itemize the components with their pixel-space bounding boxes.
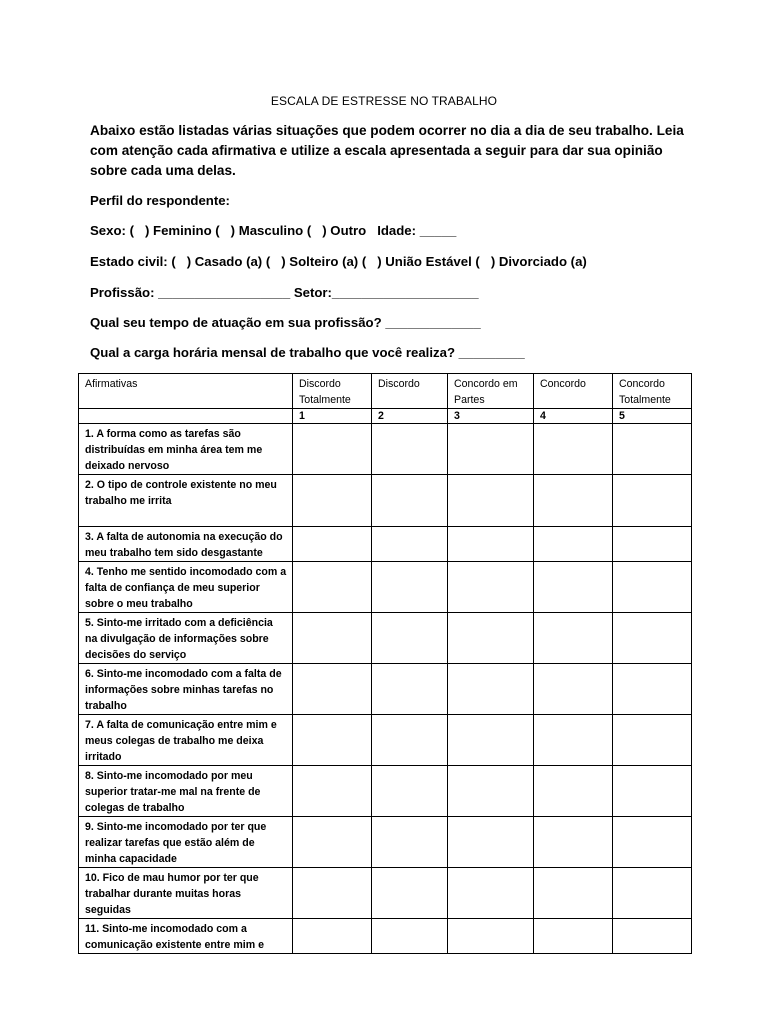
answer-cell-5[interactable] [613, 766, 692, 817]
answer-cell-2[interactable] [372, 715, 448, 766]
header-option-4: Concordo [534, 374, 613, 409]
header-option-5: Concordo Totalmente [613, 374, 692, 409]
intro-paragraph: Abaixo estão listadas várias situações que podem ocorrer no dia a dia de seu trabalho. Leia com atenção cada afirmativa e utilize a escala apresentada a seguir para dar sua opinião sobre cada uma delas. [90, 123, 684, 178]
statement-text: 10. Fico de mau humor por ter que trabalhar durante muitas horas seguidas [79, 868, 293, 919]
sex-age-field: Sexo: ( ) Feminino ( ) Masculino ( ) Outro Idade: _____ [90, 223, 457, 238]
answer-cell-5[interactable] [613, 475, 692, 527]
answer-cell-2[interactable] [372, 562, 448, 613]
answer-cell-1[interactable] [293, 817, 372, 868]
answer-cell-5[interactable] [613, 527, 692, 562]
statement-text: 3. A falta de autonomia na execução do meu trabalho tem sido desgastante [79, 527, 293, 562]
table-row [79, 715, 692, 766]
table-number-row [79, 409, 692, 424]
answer-cell-1[interactable] [293, 664, 372, 715]
statement-text: 6. Sinto-me incomodado com a falta de informações sobre minhas tarefas no trabalho [79, 664, 293, 715]
table-row [79, 817, 692, 868]
answer-cell-3[interactable] [448, 715, 534, 766]
answer-cell-5[interactable] [613, 424, 692, 475]
answer-cell-3[interactable] [448, 766, 534, 817]
table-row [79, 919, 692, 954]
answer-cell-3[interactable] [448, 919, 534, 954]
table-row [79, 424, 692, 475]
answer-cell-4[interactable] [534, 766, 613, 817]
table-row [79, 562, 692, 613]
answer-cell-4[interactable] [534, 817, 613, 868]
statement-rows [79, 424, 692, 954]
answer-cell-3[interactable] [448, 613, 534, 664]
answer-cell-5[interactable] [613, 562, 692, 613]
answer-cell-1[interactable] [293, 527, 372, 562]
answer-cell-3[interactable] [448, 424, 534, 475]
answer-cell-1[interactable] [293, 475, 372, 527]
scale-number-2: 2 [372, 409, 448, 424]
table-row [79, 613, 692, 664]
answer-cell-5[interactable] [613, 919, 692, 954]
answer-cell-4[interactable] [534, 562, 613, 613]
scale-number-5: 5 [613, 409, 692, 424]
statement-text: 9. Sinto-me incomodado por ter que realizar tarefas que estão além de minha capacidade [79, 817, 293, 868]
civil-status-field: Estado civil: ( ) Casado (a) ( ) Solteiro (a) ( ) União Estável ( ) Divorciado (a) [90, 254, 587, 269]
hours-field: Qual a carga horária mensal de trabalho que você realiza? _________ [90, 345, 525, 360]
answer-cell-1[interactable] [293, 715, 372, 766]
header-option-2: Discordo [372, 374, 448, 409]
answer-cell-5[interactable] [613, 817, 692, 868]
answer-cell-4[interactable] [534, 475, 613, 527]
answer-cell-2[interactable] [372, 475, 448, 527]
answer-cell-3[interactable] [448, 817, 534, 868]
header-statements: Afirmativas [79, 374, 293, 409]
answer-cell-4[interactable] [534, 868, 613, 919]
table-row [79, 868, 692, 919]
answer-cell-4[interactable] [534, 527, 613, 562]
tenure-field: Qual seu tempo de atuação em sua profissão? _____________ [90, 315, 481, 330]
table-header-row [79, 374, 692, 409]
header-option-1: Discordo Totalmente [293, 374, 372, 409]
statement-text: 4. Tenho me sentido incomodado com a falta de confiança de meu superior sobre o meu trabalho [79, 562, 293, 613]
answer-cell-2[interactable] [372, 868, 448, 919]
answer-cell-2[interactable] [372, 613, 448, 664]
answer-cell-3[interactable] [448, 868, 534, 919]
answer-cell-1[interactable] [293, 919, 372, 954]
table-row [79, 527, 692, 562]
answer-cell-4[interactable] [534, 715, 613, 766]
answer-cell-4[interactable] [534, 919, 613, 954]
answer-cell-1[interactable] [293, 613, 372, 664]
table-row [79, 475, 692, 527]
answer-cell-3[interactable] [448, 562, 534, 613]
answer-cell-1[interactable] [293, 766, 372, 817]
header-option-3: Concordo em Partes [448, 374, 534, 409]
answer-cell-2[interactable] [372, 527, 448, 562]
number-blank-cell [79, 409, 293, 424]
answer-cell-1[interactable] [293, 562, 372, 613]
scale-number-3: 3 [448, 409, 534, 424]
document-title: ESCALA DE ESTRESSE NO TRABALHO [270, 94, 498, 108]
answer-cell-1[interactable] [293, 868, 372, 919]
answer-cell-2[interactable] [372, 766, 448, 817]
answer-cell-4[interactable] [534, 664, 613, 715]
scale-number-1: 1 [293, 409, 372, 424]
answer-cell-2[interactable] [372, 817, 448, 868]
answer-cell-1[interactable] [293, 424, 372, 475]
answer-cell-5[interactable] [613, 715, 692, 766]
answer-cell-4[interactable] [534, 424, 613, 475]
answer-cell-2[interactable] [372, 919, 448, 954]
profession-sector-field: Profissão: __________________ Setor:____________________ [90, 285, 479, 300]
answer-cell-2[interactable] [372, 664, 448, 715]
answer-cell-4[interactable] [534, 613, 613, 664]
table-row [79, 664, 692, 715]
answer-cell-5[interactable] [613, 613, 692, 664]
answer-cell-5[interactable] [613, 868, 692, 919]
statement-text: 2. O tipo de controle existente no meu trabalho me irrita [79, 475, 293, 527]
statement-text: 1. A forma como as tarefas são distribuídas em minha área tem me deixado nervoso [79, 424, 293, 475]
statement-text: 5. Sinto-me irritado com a deficiência na divulgação de informações sobre decisões do serviço [79, 613, 293, 664]
table-row [79, 766, 692, 817]
answer-cell-3[interactable] [448, 664, 534, 715]
answer-cell-3[interactable] [448, 475, 534, 527]
statement-text: 7. A falta de comunicação entre mim e meus colegas de trabalho me deixa irritado [79, 715, 293, 766]
scale-number-4: 4 [534, 409, 613, 424]
answer-cell-5[interactable] [613, 664, 692, 715]
profile-heading: Perfil do respondente: [90, 193, 230, 208]
statement-text: 8. Sinto-me incomodado por meu superior tratar-me mal na frente de colegas de trabalho [79, 766, 293, 817]
stress-scale-table [78, 373, 692, 954]
answer-cell-2[interactable] [372, 424, 448, 475]
statement-text: 11. Sinto-me incomodado com a comunicação existente entre mim e [79, 919, 293, 954]
answer-cell-3[interactable] [448, 527, 534, 562]
